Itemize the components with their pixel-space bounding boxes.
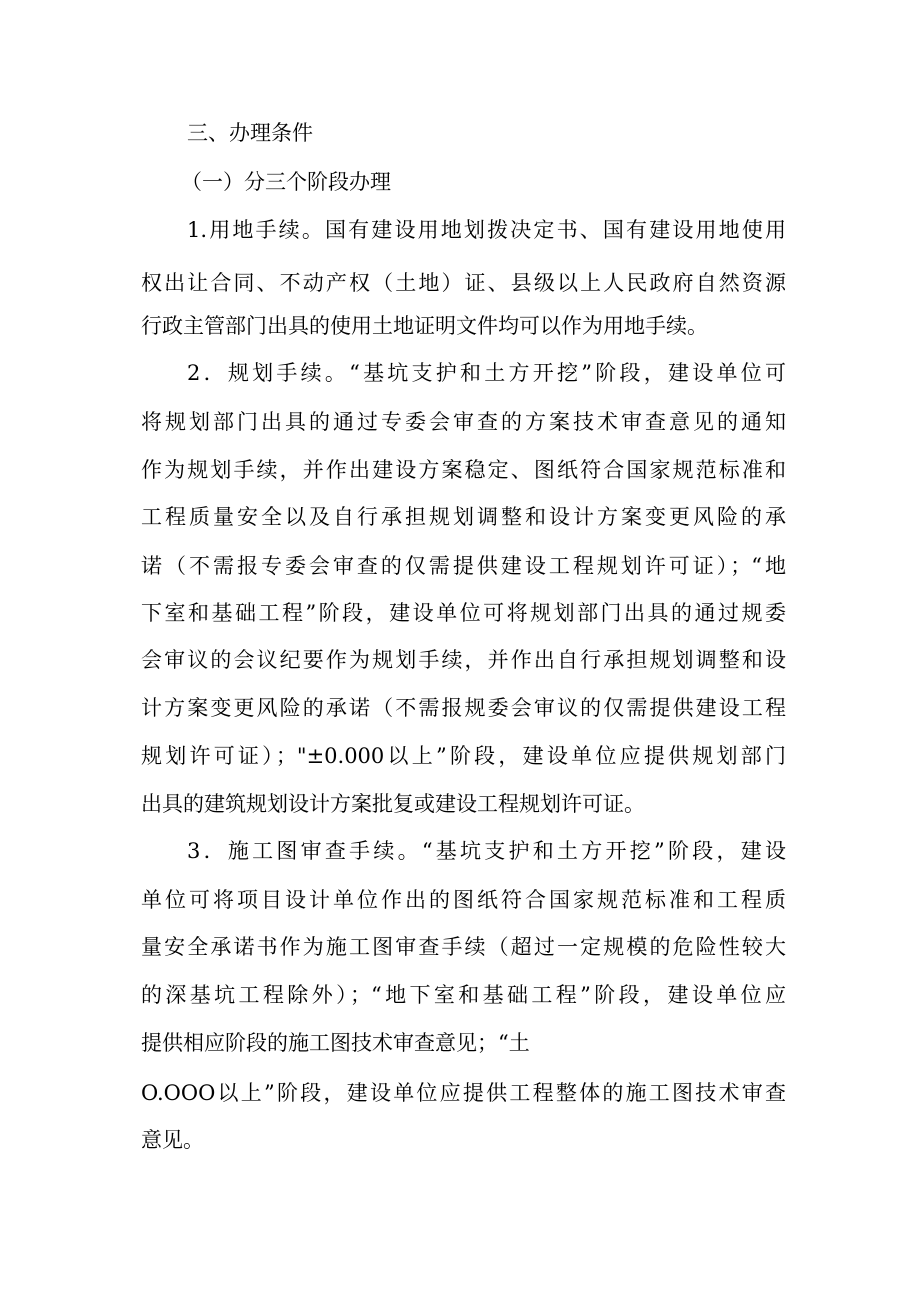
paragraph-1-line-3: 行政主管部门出具的使用土地证明文件均可以作为用地手续。 xyxy=(141,314,708,338)
section-heading: 三、办理条件 xyxy=(187,121,313,145)
paragraph-3-line-1: 3．施工图审查手续。“基坑支护和土方开挖”阶段，建设 xyxy=(187,839,786,863)
paragraph-1-line-1: 1.用地手续。国有建设用地划拨决定书、国有建设用地使用 xyxy=(187,218,786,242)
paragraph-3-line-5: 提供相应阶段的施工图技术审查意见；“土 xyxy=(141,1031,530,1055)
paragraph-2-line-10: 出具的建筑规划设计方案批复或建设工程规划许可证。 xyxy=(141,792,645,816)
paragraph-3-line-2: 单位可将项目设计单位作出的图纸符合国家规范标准和工程质 xyxy=(141,888,786,912)
paragraph-2-line-9: 规划许可证）；"±0.000以上”阶段，建设单位应提供规划部门 xyxy=(141,744,786,768)
paragraph-2-line-7: 会审议的会议纪要作为规划手续，并作出自行承担规划调整和设 xyxy=(141,648,786,672)
paragraph-1-line-2: 权出让合同、不动产权（土地）证、县级以上人民政府自然资源 xyxy=(141,271,786,295)
paragraph-2-line-6: 下室和基础工程”阶段，建设单位可将规划部门出具的通过规委 xyxy=(141,601,786,625)
paragraph-2-line-4: 工程质量安全以及自行承担规划调整和设计方案变更风险的承 xyxy=(141,505,786,529)
paragraph-2-line-3: 作为规划手续，并作出建设方案稳定、图纸符合国家规范标准和 xyxy=(141,458,786,482)
subsection-heading: （一）分三个阶段办理 xyxy=(181,170,391,194)
paragraph-2-line-8: 计方案变更风险的承诺（不需报规委会审议的仅需提供建设工程 xyxy=(141,696,786,720)
paragraph-2-line-1: 2．规划手续。“基坑支护和土方开挖”阶段，建设单位可 xyxy=(187,361,786,385)
paragraph-3-line-6: O.OOO以上”阶段，建设单位应提供工程整体的施工图技术审查 xyxy=(141,1081,786,1105)
paragraph-3-line-4: 的深基坑工程除外）；“地下室和基础工程”阶段，建设单位应 xyxy=(141,983,786,1007)
paragraph-2-line-5: 诺（不需报专委会审查的仅需提供建设工程规划许可证）；“地 xyxy=(141,554,786,578)
paragraph-2-line-2: 将规划部门出具的通过专委会审查的方案技术审查意见的通知 xyxy=(141,410,786,434)
paragraph-3-line-7: 意见。 xyxy=(141,1128,204,1152)
paragraph-3-line-3: 量安全承诺书作为施工图审查手续（超过一定规模的危险性较大 xyxy=(141,935,786,959)
